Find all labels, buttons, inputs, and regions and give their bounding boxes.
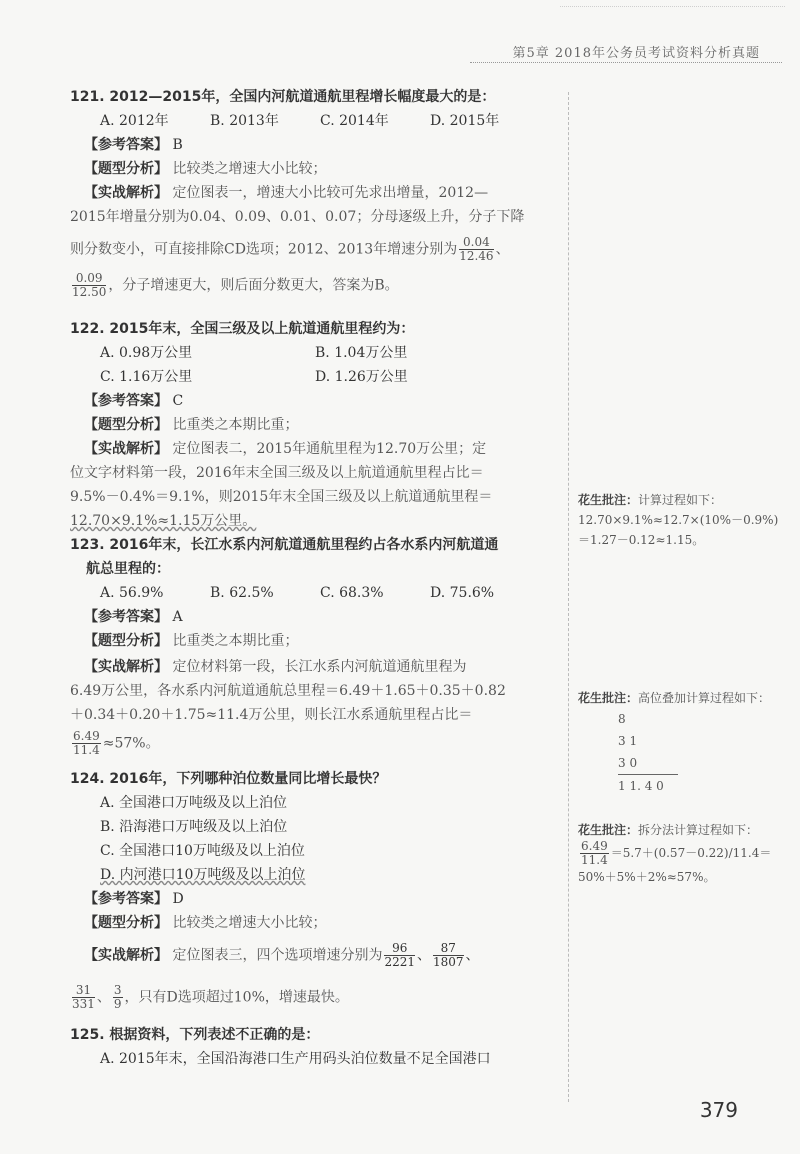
fraction	[459, 236, 493, 263]
type-tag: 【题型分析】	[84, 417, 168, 433]
q123-type	[84, 630, 298, 652]
numerator: 6.49	[581, 839, 608, 853]
note-calc	[618, 708, 788, 797]
q122-option-c: C. 1.16万公里	[100, 369, 193, 385]
q124-option-b: B. 沿海港口万吨级及以上泊位	[100, 819, 288, 835]
numerator: 31	[72, 984, 95, 998]
q121-answer	[84, 134, 183, 156]
sol-text: ≈57%。	[102, 735, 160, 752]
answer-value: B	[172, 137, 183, 153]
q122-option-b: B. 1.04万公里	[315, 345, 408, 361]
margin-note-1	[578, 490, 788, 550]
q121-option-d: D. 2015年	[430, 113, 500, 129]
numerator: 6.49	[73, 729, 100, 743]
q122-stem: 122. 2015年末，全国三级及以上航道通航里程约为：	[70, 321, 415, 337]
sol-tag: 【实战解析】	[84, 947, 168, 964]
sol-text: 则分数变小，可直接排除CD选项；2012、2013年增速分别为	[70, 241, 458, 258]
type-value: 比较类之增速大小比较；	[172, 161, 327, 177]
answer-tag: 【参考答案】	[84, 891, 168, 907]
numerator: 96	[384, 942, 415, 956]
top-scan-noise	[560, 6, 785, 7]
q121-option-c: C. 2014年	[320, 113, 389, 129]
type-value: 比较类之增速大小比较；	[172, 915, 327, 931]
q121-sol3: 则分数变小，可直接排除CD选项；2012、2013年增速分别为 $\frac{0.04}{12.46}$ 、	[70, 235, 510, 263]
page-header: 第5章 2018年公务员考试资料分析真题	[512, 46, 760, 61]
numerator: 0.09	[72, 272, 106, 286]
denominator: 9	[113, 997, 122, 1011]
calc-line: 1 1. 4 0	[618, 779, 664, 793]
denominator: 11.4	[581, 853, 608, 867]
note-label: 花生批注：	[578, 823, 639, 837]
q121-options	[100, 110, 540, 132]
sol-text: 定位图表一，增速大小比较可先求出增量，2012—	[172, 185, 489, 201]
q121-type	[84, 158, 326, 180]
fraction	[384, 942, 415, 969]
q123-sol3: ＋0.34＋0.20＋1.75≈11.4万公里，则长江水系通航里程占比＝	[70, 707, 473, 723]
answer-value: A	[172, 609, 183, 625]
denominator: 12.46	[459, 249, 494, 263]
note-text: 拆分法计算过程如下：	[638, 823, 759, 837]
margin-note-2	[578, 688, 788, 797]
note-label: 花生批注：	[578, 691, 639, 705]
q123-option-a: A. 56.9%	[100, 585, 164, 601]
q122-options-row2	[100, 366, 530, 388]
q121-stem: 121. 2012—2015年，全国内河航道通航里程增长幅度最大的是：	[70, 89, 496, 105]
q124-type	[84, 912, 326, 934]
header-rule	[470, 62, 782, 63]
note-text: 高位叠加计算过程如下：	[638, 691, 771, 705]
q122-sol2: 位文字材料第一段，2016年末全国三级及以上航道通航里程占比＝	[70, 465, 484, 481]
margin-note-3	[578, 820, 788, 887]
q122-option-d: D. 1.26万公里	[315, 369, 408, 385]
q124-option-c: C. 全国港口10万吨级及以上泊位	[100, 843, 305, 859]
q125-option-a: A. 2015年末，全国沿海港口生产用码头泊位数量不足全国港口	[100, 1051, 491, 1067]
sol-text: ，只有D选项超过10%，增速最快。	[124, 989, 349, 1006]
note-eq: ＝5.7＋(0.57－0.22)/11.4＝50%＋5%＋2%≈57%。	[578, 846, 772, 884]
q122-type	[84, 414, 298, 436]
sol-text: 定位图表二，2015年通航里程为12.70万公里；定	[172, 441, 487, 457]
q124-stem: 124. 2016年，下列哪种泊位数量同比增长最快？	[70, 771, 387, 787]
type-tag: 【题型分析】	[84, 915, 168, 931]
denominator: 331	[72, 997, 95, 1011]
sol-tag: 【实战解析】	[84, 659, 168, 675]
q122-sol3: 9.5%－0.4%＝9.1%，则2015年末全国三级及以上航道通航里程＝	[70, 489, 493, 505]
fraction	[113, 984, 123, 1011]
denominator: 11.4	[73, 743, 100, 757]
q121-sol4	[70, 272, 399, 299]
q123-stem1: 123. 2016年末，长江水系内河航道通航里程约占各水系内河航道通	[70, 537, 499, 553]
q122-sol1	[84, 438, 486, 460]
sol-tag: 【实战解析】	[84, 441, 168, 457]
fraction	[72, 984, 95, 1011]
q123-answer	[84, 606, 183, 628]
answer-value: C	[172, 393, 184, 409]
q124-answer	[84, 888, 184, 910]
calc-line: 3 1	[618, 734, 638, 748]
margin-divider	[568, 92, 569, 1102]
q124-sol2: $\frac{31}{331}$ 、 $\frac{3}{9}$ ，只有D选项超过10%，增速最快。	[72, 983, 349, 1011]
type-value: 比重类之本期比重；	[172, 633, 299, 649]
denominator: 1807	[433, 955, 464, 969]
numerator: 0.04	[459, 236, 493, 250]
numerator: 87	[433, 942, 464, 956]
type-tag: 【题型分析】	[84, 161, 168, 177]
page-number: 379	[699, 1098, 738, 1122]
q121-option-b: B. 2013年	[210, 113, 279, 129]
q123-stem2: 航总里程的：	[86, 561, 170, 577]
numerator: 3	[113, 983, 122, 997]
sol-tag: 【实战解析】	[84, 185, 168, 201]
answer-tag: 【参考答案】	[84, 393, 168, 409]
sol-text: 定位材料第一段，长江水系内河航道通航里程为	[172, 659, 467, 675]
q123-option-b: B. 62.5%	[210, 585, 274, 601]
denominator: 2221	[384, 955, 415, 969]
q121-sol1	[84, 182, 488, 204]
q123-options	[100, 582, 540, 604]
q121-sol2: 2015年增量分别为0.04、0.09、0.01、0.07；分母逐级上升，分子下降	[70, 209, 525, 225]
note-text: 计算过程如下：12.70×9.1%≈12.7×(10%－0.9%)＝1.27－0.12≈1.15。	[578, 493, 779, 547]
q124-option-d: D. 内河港口10万吨级及以上泊位	[100, 867, 306, 883]
fraction	[72, 272, 106, 299]
sol-text: 定位图表三，四个选项增速分别为	[172, 947, 383, 964]
q123-sol2: 6.49万公里，各水系内河航道通航总里程＝6.49＋1.65＋0.35＋0.82	[70, 683, 506, 699]
q123-sol4	[70, 730, 160, 757]
note-label: 花生批注：	[578, 493, 639, 507]
answer-value: D	[172, 891, 184, 907]
calc-line: 8	[618, 712, 626, 726]
q122-options-row1	[100, 342, 530, 364]
answer-tag: 【参考答案】	[84, 137, 168, 153]
q124-option-a: A. 全国港口万吨级及以上泊位	[100, 795, 288, 811]
sol-text: ，分子增速更大，则后面分数更大，答案为B。	[108, 277, 399, 294]
q122-sol4: 12.70×9.1%≈1.15万公里。	[70, 513, 257, 529]
fraction	[433, 942, 464, 969]
fraction	[72, 730, 101, 757]
answer-tag: 【参考答案】	[84, 609, 168, 625]
calc-line: 3 0	[618, 752, 678, 775]
q125-stem: 125. 根据资料，下列表述不正确的是：	[70, 1027, 320, 1043]
type-value: 比重类之本期比重；	[172, 417, 299, 433]
q122-answer	[84, 390, 183, 412]
denominator: 12.50	[72, 285, 107, 299]
fraction	[580, 840, 609, 867]
q122-option-a: A. 0.98万公里	[100, 345, 193, 361]
type-tag: 【题型分析】	[84, 633, 168, 649]
q123-sol1	[84, 656, 466, 678]
q124-sol1: 【实战解析】 定位图表三，四个选项增速分别为 $\frac{96}{2221}$ 、 $\frac{87}{1807}$ 、	[84, 941, 480, 969]
q123-option-c: C. 68.3%	[320, 585, 384, 601]
q123-option-d: D. 75.6%	[430, 585, 495, 601]
q121-option-a: A. 2012年	[100, 113, 169, 129]
